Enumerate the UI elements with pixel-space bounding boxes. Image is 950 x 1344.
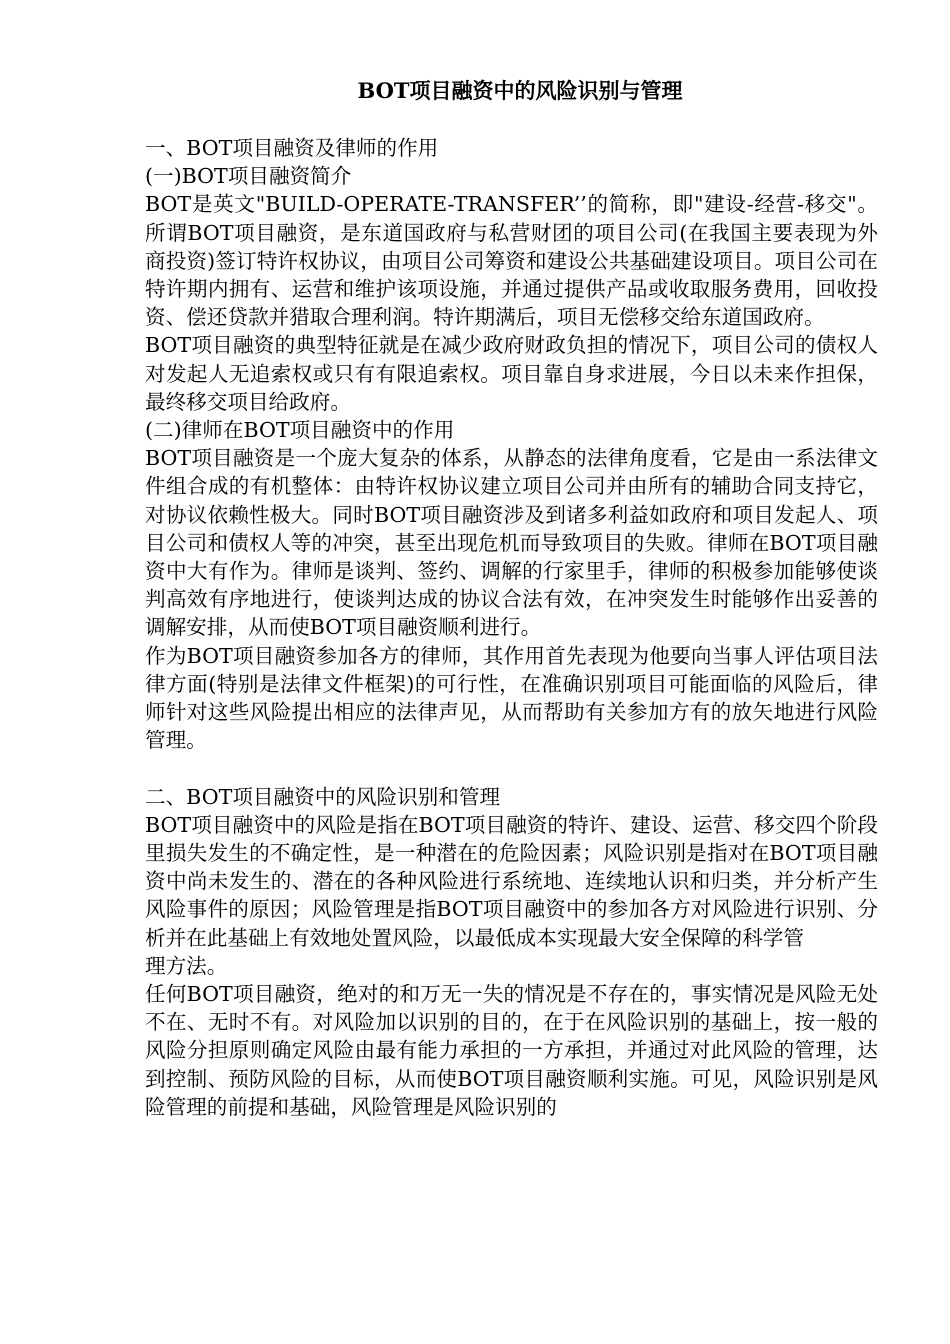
paragraph: BOT是英文"BUILD-OPERATE-TRANSFER’’的简称，即"建设-经营-移交"。所谓BOT项目融资，是东道国政府与私营财团的项目公司(在我国主要表现为外商投资)签订特许权协议，由项目公司筹资和建设公共基础建设项目。项目公司在特许期内拥有、运营和维护该项设施，并通过提供产品或收取服务费用，回收投资、偿还贷款并猎取合理利润。特许期满后，项目无偿移交给东道国政府。 [145, 192, 878, 330]
subsection-heading-1-1: (一)BOT项目融资简介 [145, 164, 352, 189]
subsection-heading-1-2: (二)律师在BOT项目融资中的作用 [145, 418, 455, 443]
paragraph: BOT项目融资的典型特征就是在减少政府财政负担的情况下，项目公司的债权人对发起人无追索权或只有有限追索权。项目靠自身求进展，今日以未来作担保，最终移交项目给政府。 [145, 333, 878, 414]
document-title: BOT项目融资中的风险识别与管理 [357, 78, 683, 103]
paragraph: 作为BOT项目融资参加各方的律师，其作用首先表现为他要向当事人评估项目法律方面(特别是法律文件框架)的可行性，在准确识别项目可能面临的风险后，律师针对这些风险提出相应的法律声见，从而帮助有关参加方有的放矢地进行风险管理。 [145, 643, 878, 753]
section-heading-2: 二、BOT项目融资中的风险识别和管理 [145, 784, 501, 809]
paragraph: 任何BOT项目融资，绝对的和万无一失的情况是不存在的，事实情况是风险无处不在、无时不有。对风险加以识别的目的，在于在风险识别的基础上，按一般的风险分担原则确定风险由最有能力承担的一方承担，并通过对此风险的管理，达到控制、预防风险的目标，从而使BOT项目融资顺利实施。可见，风险识别是风险管理的前提和基础，风险管理是风险识别的 [145, 982, 878, 1119]
document-body [145, 134, 878, 1121]
paragraph: BOT项目融资中的风险是指在BOT项目融资的特许、建设、运营、移交四个阶段里损失发生的不确定性，是一种潜在的危险因素；风险识别是指对在BOT项目融资中尚未发生的、潜在的各种风险进行系统地、连续地认识和归类，并分析产生风险事件的原因；风险管理是指BOT项目融资中的参加各方对风险进行识别、分析并在此基础上有效地处置风险，以最低成本实现最大安全保障的科学管 [145, 812, 878, 950]
paragraph: BOT项目融资是一个庞大复杂的体系，从静态的法律角度看，它是由一系法律文件组合成的有机整体：由特许权协议建立项目公司并由所有的辅助合同支持它，对协议依赖性极大。同时BOT项目融资涉及到诸多利益如政府和项目发起人、项目公司和债权人等的冲突，甚至出现危机而导致项目的失败。律师在BOT项目融资中大有作为。律师是谈判、签约、调解的行家里手，律师的积极参加能够使谈判高效有序地进行，使谈判达成的协议合法有效，在冲突发生时能够作出妥善的调解安排，从而使BOT项目融资顺利进行。 [145, 446, 878, 640]
paragraph: 理方法。 [145, 953, 228, 978]
blank-line [145, 754, 878, 782]
section-heading-1: 一、BOT项目融资及律师的作用 [145, 136, 439, 160]
